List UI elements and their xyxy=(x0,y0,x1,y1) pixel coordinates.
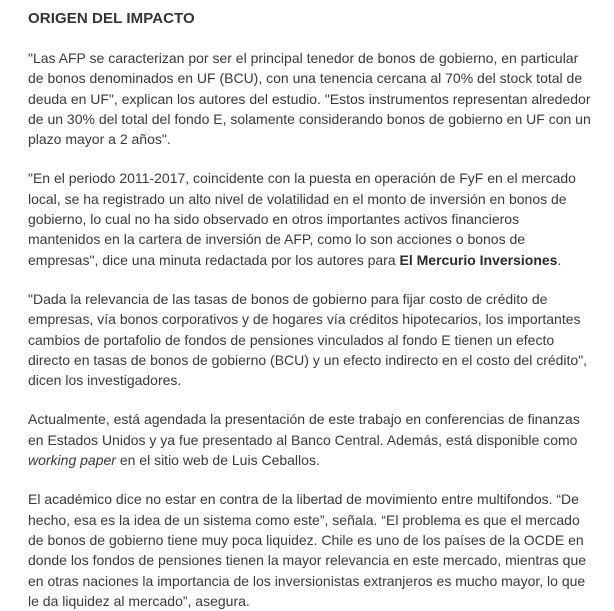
section-heading: ORIGEN DEL IMPACTO xyxy=(28,10,195,27)
working-paper-term: working paper xyxy=(28,452,116,469)
paragraph-4 xyxy=(28,409,594,470)
publication-name: El Mercurio Inversiones xyxy=(399,251,558,268)
paragraph-2 xyxy=(28,168,594,269)
paragraph-4-end: en el sitio web de Luis Ceballos. xyxy=(115,452,320,469)
paragraph-2-end: . xyxy=(557,251,562,268)
paragraph-4-text: Actualmente, está agendada la presentación de este trabajo en conferencias de finanzas en Estados Unidos y ya fue presentado al Banco Central. Además, está disponible como xyxy=(28,411,580,448)
paragraph-1: "Las AFP se caracterizan por ser el principal tenedor de bonos de gobierno, en particular de bonos denominados en UF (BCU), con una tenencia cercana al 70% del stock total de deuda en UF", explican los autores del estudio. "Estos instrumentos representan alrededor de un 30% del total del fondo E, solamente considerando bonos de gobierno en UF con un plazo mayor a 2 años". xyxy=(28,50,591,148)
paragraph-3: "Dada la relevancia de las tasas de bonos de gobierno para fijar costo de crédito de empresas, vía bonos corporativos y de hogares vía créditos hipotecarios, los importantes cambios de portafolio de fondos de pensiones vinculados al fondo E tienen un efecto directo en tasas de bonos de gobierno (BCU) y un efecto indirecto en el costo del crédito", dicen los investigadores. xyxy=(28,290,588,389)
paragraph-5: El académico dice no estar en contra de la libertad de movimiento entre multifondos. “De hecho, esa es la idea de un sistema como este”, señala. “El problema es que el mercado de bonos de gobierno tiene muy poca liquidez. Chile es uno de los países de la OCDE en donde los fondos de pensiones tienen la mayor relevancia en este mercado, mientras que en otras naciones la importancia de los inversionistas extranjeros es mucho mayor, lo que le da liquidez al mercado”, asegura. xyxy=(28,491,587,609)
paragraph-2-text: "En el periodo 2011-2017, coincidente con la puesta en operación de FyF en el mercado local, se ha registrado un alto nivel de volatilidad en el monto de inversión en bonos de gobierno, lo cual no ha sido observado en otros importantes activos financieros mantenidos en la cartera de inversión de AFP, como lo son acciones o bonos de empresas", dice una minuta redactada por los autores para xyxy=(28,170,576,268)
